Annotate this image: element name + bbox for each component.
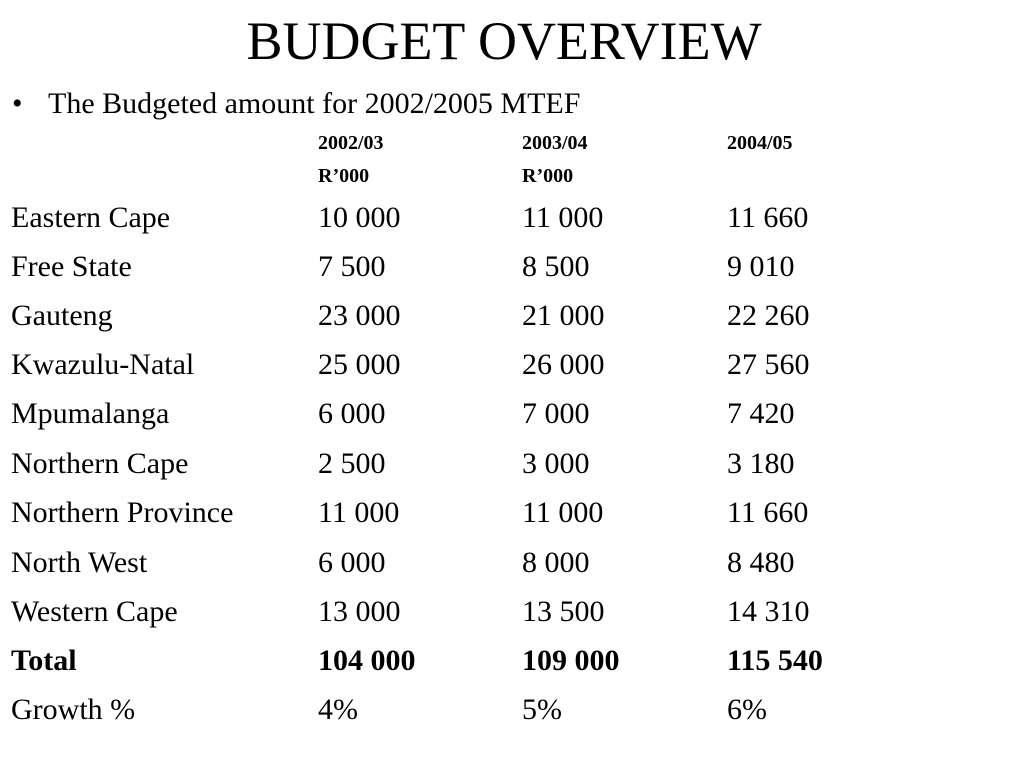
growth-label: Growth % (11, 693, 136, 726)
column-header-2003-04: 2003/04 (522, 132, 588, 154)
row-value: 7 500 (318, 250, 386, 283)
table-row (0, 244, 1024, 290)
total-value: 104 000 (318, 644, 416, 677)
row-value: 3 000 (522, 447, 590, 480)
row-value: 11 660 (727, 496, 809, 529)
bullet-point (12, 86, 580, 122)
row-value: 13 500 (522, 595, 605, 628)
row-value: 11 000 (522, 201, 604, 234)
row-value: 8 000 (522, 546, 590, 579)
growth-value: 5% (522, 693, 562, 726)
row-label: Eastern Cape (11, 201, 171, 234)
row-value: 7 420 (727, 397, 795, 430)
row-value: 14 310 (727, 595, 810, 628)
row-value: 11 000 (522, 496, 604, 529)
row-label: Kwazulu-Natal (11, 348, 195, 381)
row-value: 11 000 (318, 496, 400, 529)
row-value: 10 000 (318, 201, 401, 234)
row-value: 6 000 (318, 546, 386, 579)
row-value: 6 000 (318, 397, 386, 430)
table-row (0, 293, 1024, 339)
row-value: 7 000 (522, 397, 590, 430)
column-headers (0, 128, 1024, 158)
row-value: 27 560 (727, 348, 810, 381)
row-label: Free State (11, 250, 132, 283)
table-row (0, 195, 1024, 241)
slide-title: BUDGET OVERVIEW (246, 11, 762, 71)
row-label: Northern Cape (11, 447, 189, 480)
row-label: North West (11, 546, 148, 579)
bullet-icon: • (12, 87, 23, 120)
row-label: Northern Province (11, 496, 234, 529)
row-label: Gauteng (11, 299, 113, 332)
row-value: 11 660 (727, 201, 809, 234)
row-label: Western Cape (11, 595, 178, 628)
row-value: 3 180 (727, 447, 795, 480)
table-row (0, 391, 1024, 437)
column-unit: R’000 (522, 165, 574, 187)
total-value: 109 000 (522, 644, 620, 677)
column-units (0, 161, 1024, 191)
table-row (0, 490, 1024, 536)
total-value: 115 540 (727, 644, 823, 677)
row-value: 25 000 (318, 348, 401, 381)
growth-row (0, 687, 1024, 733)
row-value: 2 500 (318, 447, 386, 480)
total-label: Total (11, 644, 77, 677)
growth-value: 4% (318, 693, 358, 726)
row-value: 23 000 (318, 299, 401, 332)
row-label: Mpumalanga (11, 397, 170, 430)
row-value: 8 480 (727, 546, 795, 579)
table-row (0, 589, 1024, 635)
row-value: 9 010 (727, 250, 795, 283)
table-row (0, 540, 1024, 586)
column-unit: R’000 (318, 165, 370, 187)
table-row (0, 342, 1024, 388)
total-row (0, 638, 1024, 684)
row-value: 22 260 (727, 299, 810, 332)
table-row (0, 441, 1024, 487)
column-header-2002-03: 2002/03 (318, 132, 384, 154)
row-value: 21 000 (522, 299, 605, 332)
growth-value: 6% (727, 693, 767, 726)
row-value: 26 000 (522, 348, 605, 381)
bullet-text: The Budgeted amount for 2002/2005 MTEF (48, 87, 581, 120)
row-value: 8 500 (522, 250, 590, 283)
row-value: 13 000 (318, 595, 401, 628)
column-header-2004-05: 2004/05 (727, 132, 793, 154)
